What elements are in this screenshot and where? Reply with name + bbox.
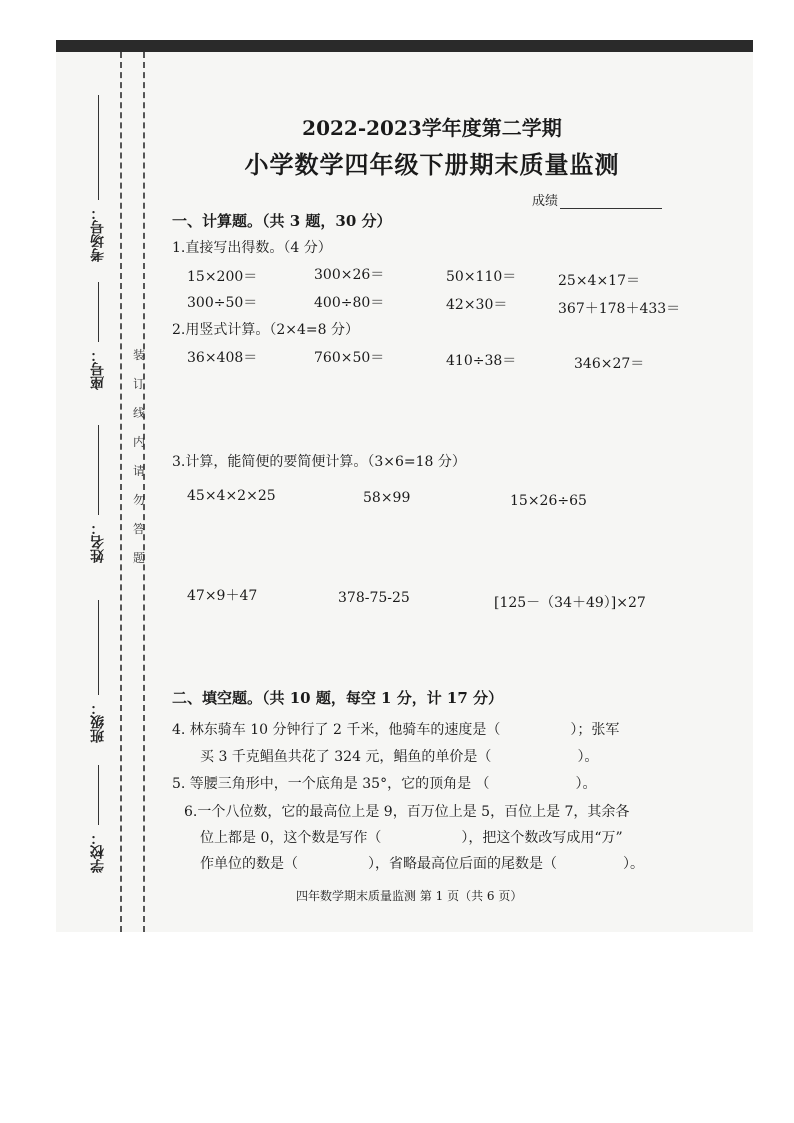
q1-item: 42×30＝	[446, 297, 508, 313]
q1-item: 300÷50＝	[187, 295, 258, 311]
field-seat-number-label: 座号：	[90, 348, 106, 390]
q6-line2-text: 位上都是 0，这个数是写作（	[200, 830, 382, 846]
section2-heading: 二、填空题。（共 10 题，每空 1 分，计 17 分）	[172, 689, 504, 707]
q1-item: 300×26＝	[314, 267, 385, 283]
q6-line3	[200, 853, 644, 873]
q1-label: 1.直接写出得数。（4 分）	[172, 240, 332, 256]
q4-line2-text: 买 3 千克鲳鱼共花了 324 元，鲳鱼的单价是（	[200, 749, 492, 765]
score-blank[interactable]	[560, 194, 662, 209]
q6-line2	[200, 827, 623, 847]
binding-dash-line-left	[120, 52, 122, 932]
q3-label: 3.计算，能简便的要简便计算。（3×6=18 分）	[172, 454, 466, 470]
field-school-label: 学校：	[90, 831, 106, 873]
q3-item: 45×4×2×25	[187, 488, 276, 504]
binding-char: 答	[132, 522, 145, 536]
binding-char: 线	[132, 406, 145, 420]
section1-heading: 一、计算题。（共 3 题，30 分）	[172, 212, 392, 230]
exam-title: 小学数学四年级下册期末质量监测	[244, 150, 620, 179]
q3-item: 47×9＋47	[187, 588, 258, 604]
page-footer: 四年数学期末质量监测 第 1 页（共 6 页）	[296, 889, 523, 903]
field-class-label: 班级：	[90, 701, 106, 743]
binding-char: 内	[132, 435, 145, 449]
q6-line3-mid: ），省略最高位后面的尾数是（	[368, 856, 557, 872]
exam-term-title: 2022-2023学年度第二学期	[302, 116, 562, 140]
field-seat-number	[84, 282, 112, 390]
score-field	[532, 190, 662, 209]
q1-item: 15×200＝	[187, 269, 258, 285]
q5-line	[172, 773, 597, 793]
scan-top-edge	[56, 40, 753, 52]
q1-item: 25×4×17＝	[558, 273, 640, 289]
binding-char: 勿	[132, 493, 145, 507]
field-class	[84, 600, 112, 743]
q2-item: 36×408＝	[187, 350, 258, 366]
q3-item: 378-75-25	[338, 590, 410, 606]
q6-line3-end: ）。	[623, 856, 644, 872]
q4-line1-text: 4. 林东骑车 10 分钟行了 2 千米，他骑车的速度是（	[172, 722, 501, 738]
q1-item: 50×110＝	[446, 269, 517, 285]
q5-end: ）。	[575, 776, 597, 792]
q4-line1	[172, 719, 619, 739]
q6-line1: 6.一个八位数，它的最高位上是 9，百万位上是 5，百位上是 7，其余各	[184, 804, 630, 820]
q1-item: 367＋178＋433＝	[558, 301, 681, 317]
field-name	[84, 425, 112, 563]
q2-item: 760×50＝	[314, 350, 385, 366]
binding-char: 题	[132, 551, 145, 565]
binding-char: 订	[132, 377, 145, 391]
q2-label: 2.用竖式计算。（2×4=8 分）	[172, 322, 359, 338]
binding-notice	[131, 348, 147, 580]
q1-item: 400÷80＝	[314, 295, 385, 311]
q4-line2-end: ）。	[577, 749, 599, 765]
field-school	[84, 765, 112, 873]
binding-char: 请	[132, 464, 145, 478]
q4-line2	[200, 746, 598, 766]
field-exam-room-label: 考场号：	[90, 206, 106, 262]
q2-item: 346×27＝	[574, 356, 645, 372]
q5-text: 5. 等腰三角形中，一个底角是 35°，它的顶角是 （	[172, 776, 490, 792]
q6-line2-end: ），把这个数改写成用“万”	[461, 830, 623, 846]
binding-char: 装	[132, 348, 145, 362]
q3-item: 15×26÷65	[510, 493, 587, 509]
q2-item: 410÷38＝	[446, 353, 517, 369]
q4-line1-end: ）；张军	[570, 722, 620, 738]
q3-item: [125－（34＋49）]×27	[494, 595, 646, 611]
score-label: 成绩	[532, 194, 559, 209]
field-name-label: 姓名：	[90, 521, 106, 563]
q6-line3-text: 作单位的数是（	[200, 856, 298, 872]
q3-item: 58×99	[363, 490, 411, 506]
